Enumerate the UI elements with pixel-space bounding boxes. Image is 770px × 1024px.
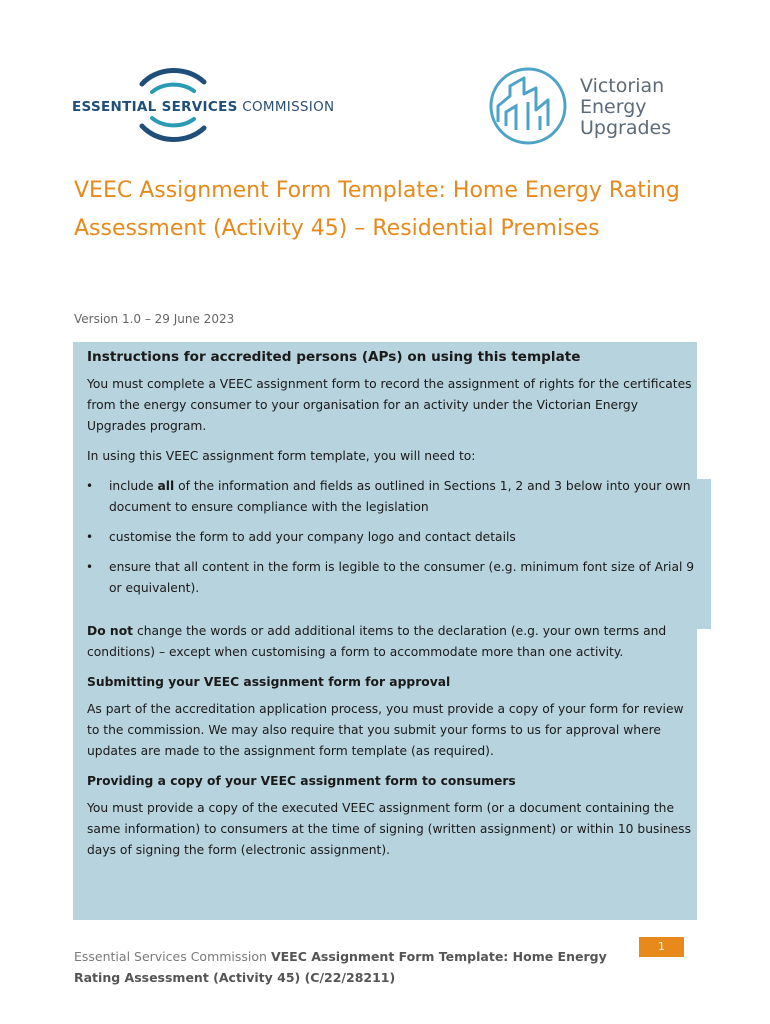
providing-copy-heading: Providing a copy of your VEEC assignment form to consumers <box>87 774 516 788</box>
footer-org: Essential Services Commission <box>74 949 267 964</box>
esc-logo-bold: ESSENTIAL SERVICES <box>72 99 238 115</box>
requirement-1-post: of the information and fields as outlined in Sections 1, 2 and 3 below into your own document to ensure compliance with the legislation <box>109 479 691 514</box>
requirement-item-3: • ensure that all content in the form is legible to the consumer (e.g. minimum font size of Arial 9 or equivalent). <box>87 557 699 599</box>
providing-copy-text: You must provide a copy of the executed VEEC assignment form (or a document containing the same information) to consumers at the time of signing (written assignment) or within 10 business days of signing the form (electronic assignment). <box>87 801 691 857</box>
submitting-heading: Submitting your VEEC assignment form for approval <box>87 675 451 689</box>
document-version: Version 1.0 – 29 June 2023 <box>74 312 235 326</box>
veu-logo-wordmark <box>580 76 671 139</box>
veu-logo-line1: Victorian <box>580 75 665 97</box>
document-title: VEEC Assignment Form Template: Home Energy Rating Assessment (Activity 45) – Residential Premises <box>74 178 680 241</box>
victorian-energy-upgrades-logo <box>484 66 714 146</box>
requirement-item-1 <box>87 476 699 518</box>
instructions-heading: Instructions for accredited persons (APs) on using this template <box>87 349 581 365</box>
do-not-rest: change the words or add additional items to the declaration (e.g. your own terms and conditions) – except when customising a form to accommodate more than one activity. <box>87 624 667 659</box>
page-header <box>0 0 770 160</box>
requirement-1-bold: all <box>157 479 175 493</box>
veu-logo-line2: Energy <box>580 96 647 118</box>
essential-services-commission-logo <box>72 66 362 146</box>
veu-logo-mark <box>484 66 574 146</box>
page-footer <box>74 946 634 988</box>
do-not-bold: Do not <box>87 624 134 638</box>
instructions-panel-extension <box>697 479 711 629</box>
instructions-content <box>87 346 697 870</box>
submitting-text: As part of the accreditation application process, you must provide a copy of your form for review to the commission. We may also require that you submit your forms to us for approval where updates are made to the assignment form template (as required). <box>87 702 684 758</box>
veu-logo-line3: Upgrades <box>580 117 672 139</box>
requirement-1-pre: include <box>109 479 158 493</box>
footer-doc-title: VEEC Assignment Form Template: Home Energy Rating Assessment (Activity 45) (C/22/28211) <box>74 949 607 985</box>
page-number: 1 <box>639 937 684 957</box>
requirement-item-2: • customise the form to add your company logo and contact details <box>87 527 699 548</box>
instructions-para-1: You must complete a VEEC assignment form to record the assignment of rights for the certificates from the energy consumer to your organisation for an activity under the Victorian Energy Upgrades program. <box>87 377 692 433</box>
do-not-paragraph <box>87 621 697 663</box>
instructions-para-2: In using this VEEC assignment form template, you will need to: <box>87 449 476 463</box>
requirements-list <box>87 476 699 599</box>
esc-logo-wordmark <box>72 99 334 115</box>
esc-logo-light: COMMISSION <box>242 99 335 115</box>
